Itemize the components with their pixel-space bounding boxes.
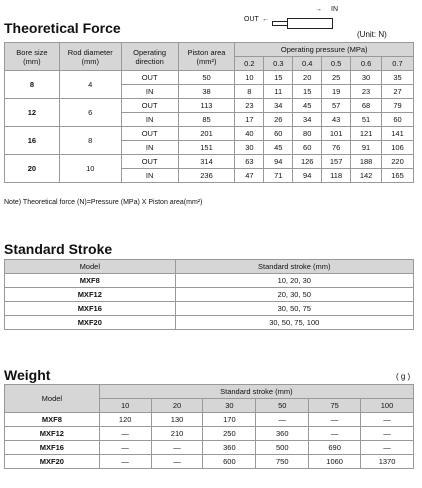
weight-value-cell: — xyxy=(99,427,151,441)
weight-table xyxy=(4,384,414,469)
header-model: Model xyxy=(5,385,100,413)
header-pressure: 0.3 xyxy=(264,57,293,71)
weight-value-cell: 500 xyxy=(256,441,309,455)
piston-area-cell: 236 xyxy=(178,169,235,183)
force-value-cell: 71 xyxy=(264,169,293,183)
force-value-cell: 20 xyxy=(293,71,322,85)
bore-size-cell: 12 xyxy=(5,99,60,127)
theoretical-force-table xyxy=(4,42,414,183)
force-value-cell: 188 xyxy=(351,155,382,169)
piston-area-cell: 201 xyxy=(178,127,235,141)
force-value-cell: 43 xyxy=(322,113,351,127)
table-row xyxy=(5,413,414,427)
force-value-cell: 79 xyxy=(382,99,414,113)
table-row xyxy=(5,455,414,469)
weight-value-cell: 360 xyxy=(203,441,256,455)
weight-value-cell: 600 xyxy=(203,455,256,469)
force-value-cell: 30 xyxy=(235,141,264,155)
force-value-cell: 45 xyxy=(293,99,322,113)
force-value-cell: 34 xyxy=(293,113,322,127)
force-value-cell: 51 xyxy=(351,113,382,127)
header-piston-area: Piston area (mm²) xyxy=(178,43,235,71)
standard-stroke-table xyxy=(4,259,414,330)
direction-cell: OUT xyxy=(121,99,178,113)
force-value-cell: 15 xyxy=(264,71,293,85)
direction-cell: OUT xyxy=(121,127,178,141)
piston-area-cell: 151 xyxy=(178,141,235,155)
force-value-cell: 10 xyxy=(235,71,264,85)
weight-value-cell: — xyxy=(99,455,151,469)
header-pressure: 0.5 xyxy=(322,57,351,71)
force-value-cell: 26 xyxy=(264,113,293,127)
piston-area-cell: 85 xyxy=(178,113,235,127)
table-row xyxy=(5,274,414,288)
stroke-cell: 20, 30, 50 xyxy=(175,288,413,302)
weight-value-cell: — xyxy=(151,441,203,455)
weight-value-cell: — xyxy=(361,413,414,427)
weight-value-cell: — xyxy=(256,413,309,427)
force-value-cell: 57 xyxy=(322,99,351,113)
rod-diameter-cell: 10 xyxy=(59,155,121,183)
force-value-cell: 121 xyxy=(351,127,382,141)
bore-size-cell: 20 xyxy=(5,155,60,183)
weight-value-cell: 170 xyxy=(203,413,256,427)
force-value-cell: 142 xyxy=(351,169,382,183)
force-value-cell: 94 xyxy=(264,155,293,169)
direction-cell: IN xyxy=(121,169,178,183)
force-value-cell: 11 xyxy=(264,85,293,99)
model-cell: MXF16 xyxy=(5,441,100,455)
direction-cell: OUT xyxy=(121,71,178,85)
table-row xyxy=(5,427,414,441)
weight-value-cell: 210 xyxy=(151,427,203,441)
header-stroke: 100 xyxy=(361,399,414,413)
force-value-cell: 23 xyxy=(351,85,382,99)
weight-unit: ( g ) xyxy=(396,372,411,381)
weight-value-cell: 1060 xyxy=(309,455,361,469)
header-standard-stroke: Standard stroke (mm) xyxy=(99,385,413,399)
force-value-cell: 23 xyxy=(235,99,264,113)
force-value-cell: 118 xyxy=(322,169,351,183)
force-value-cell: 60 xyxy=(382,113,414,127)
force-value-cell: 165 xyxy=(382,169,414,183)
rod-diameter-cell: 6 xyxy=(59,99,121,127)
weight-value-cell: — xyxy=(309,427,361,441)
out-arrow-icon: ← xyxy=(262,16,269,23)
weight-value-cell: 690 xyxy=(309,441,361,455)
force-value-cell: 106 xyxy=(382,141,414,155)
stroke-cell: 30, 50, 75, 100 xyxy=(175,316,413,330)
force-value-cell: 80 xyxy=(293,127,322,141)
in-arrow-icon: → xyxy=(315,6,322,13)
weight-value-cell: — xyxy=(361,427,414,441)
force-value-cell: 60 xyxy=(264,127,293,141)
force-value-cell: 60 xyxy=(293,141,322,155)
model-cell: MXF12 xyxy=(5,288,176,302)
header-operating-direction: Operating direction xyxy=(121,43,178,71)
header-pressure: 0.7 xyxy=(382,57,414,71)
force-value-cell: 63 xyxy=(235,155,264,169)
force-value-cell: 47 xyxy=(235,169,264,183)
header-bore-size: Bore size (mm) xyxy=(5,43,60,71)
force-value-cell: 94 xyxy=(293,169,322,183)
weight-value-cell: — xyxy=(151,455,203,469)
direction-cell: IN xyxy=(121,141,178,155)
rod-diameter-cell: 8 xyxy=(59,127,121,155)
header-model: Model xyxy=(5,260,176,274)
out-label: OUT xyxy=(244,16,259,23)
force-value-cell: 40 xyxy=(235,127,264,141)
piston-area-cell: 113 xyxy=(178,99,235,113)
weight-value-cell: 360 xyxy=(256,427,309,441)
weight-value-cell: 250 xyxy=(203,427,256,441)
header-pressure: 0.6 xyxy=(351,57,382,71)
force-value-cell: 101 xyxy=(322,127,351,141)
force-value-cell: 141 xyxy=(382,127,414,141)
direction-cell: OUT xyxy=(121,155,178,169)
table-row xyxy=(5,302,414,316)
table-row xyxy=(5,316,414,330)
weight-title: Weight xyxy=(4,367,51,383)
force-value-cell: 126 xyxy=(293,155,322,169)
in-label: IN xyxy=(331,6,338,13)
direction-cell: IN xyxy=(121,113,178,127)
header-stroke: 75 xyxy=(309,399,361,413)
force-value-cell: 45 xyxy=(264,141,293,155)
table-row xyxy=(5,441,414,455)
stroke-cell: 10, 20, 30 xyxy=(175,274,413,288)
header-pressure: 0.4 xyxy=(293,57,322,71)
standard-stroke-title: Standard Stroke xyxy=(4,241,113,257)
header-operating-pressure: Operating pressure (MPa) xyxy=(235,43,414,57)
model-cell: MXF8 xyxy=(5,274,176,288)
table-row xyxy=(5,99,414,113)
force-value-cell: 17 xyxy=(235,113,264,127)
force-value-cell: 76 xyxy=(322,141,351,155)
force-value-cell: 27 xyxy=(382,85,414,99)
header-stroke: 20 xyxy=(151,399,203,413)
header-stroke: 10 xyxy=(99,399,151,413)
piston-area-cell: 38 xyxy=(178,85,235,99)
force-value-cell: 19 xyxy=(322,85,351,99)
force-note: Note) Theoretical force (N)=Pressure (MPa) X Piston area(mm²) xyxy=(4,199,203,206)
bore-size-cell: 8 xyxy=(5,71,60,99)
force-value-cell: 35 xyxy=(382,71,414,85)
weight-value-cell: 750 xyxy=(256,455,309,469)
direction-cell: IN xyxy=(121,85,178,99)
header-stroke: 30 xyxy=(203,399,256,413)
table-row xyxy=(5,71,414,85)
bore-size-cell: 16 xyxy=(5,127,60,155)
model-cell: MXF20 xyxy=(5,316,176,330)
cylinder-body xyxy=(287,18,333,29)
theoretical-force-title: Theoretical Force xyxy=(4,20,121,36)
force-value-cell: 220 xyxy=(382,155,414,169)
table-row xyxy=(5,155,414,169)
weight-value-cell: — xyxy=(309,413,361,427)
model-cell: MXF12 xyxy=(5,427,100,441)
force-value-cell: 15 xyxy=(293,85,322,99)
stroke-cell: 30, 50, 75 xyxy=(175,302,413,316)
weight-value-cell: 130 xyxy=(151,413,203,427)
model-cell: MXF16 xyxy=(5,302,176,316)
force-value-cell: 25 xyxy=(322,71,351,85)
piston-area-cell: 50 xyxy=(178,71,235,85)
weight-value-cell: 1370 xyxy=(361,455,414,469)
piston-area-cell: 314 xyxy=(178,155,235,169)
force-value-cell: 34 xyxy=(264,99,293,113)
weight-value-cell: — xyxy=(99,441,151,455)
force-value-cell: 8 xyxy=(235,85,264,99)
model-cell: MXF20 xyxy=(5,455,100,469)
model-cell: MXF8 xyxy=(5,413,100,427)
weight-value-cell: 120 xyxy=(99,413,151,427)
force-unit: (Unit: N) xyxy=(357,30,387,39)
header-standard-stroke: Standard stroke (mm) xyxy=(175,260,413,274)
header-rod-diameter: Rod diameter (mm) xyxy=(59,43,121,71)
header-stroke: 50 xyxy=(256,399,309,413)
force-value-cell: 68 xyxy=(351,99,382,113)
weight-value-cell: — xyxy=(361,441,414,455)
rod-diameter-cell: 4 xyxy=(59,71,121,99)
table-row xyxy=(5,288,414,302)
table-row xyxy=(5,127,414,141)
force-value-cell: 30 xyxy=(351,71,382,85)
force-value-cell: 91 xyxy=(351,141,382,155)
piston-rod xyxy=(272,21,288,26)
header-pressure: 0.2 xyxy=(235,57,264,71)
force-value-cell: 157 xyxy=(322,155,351,169)
